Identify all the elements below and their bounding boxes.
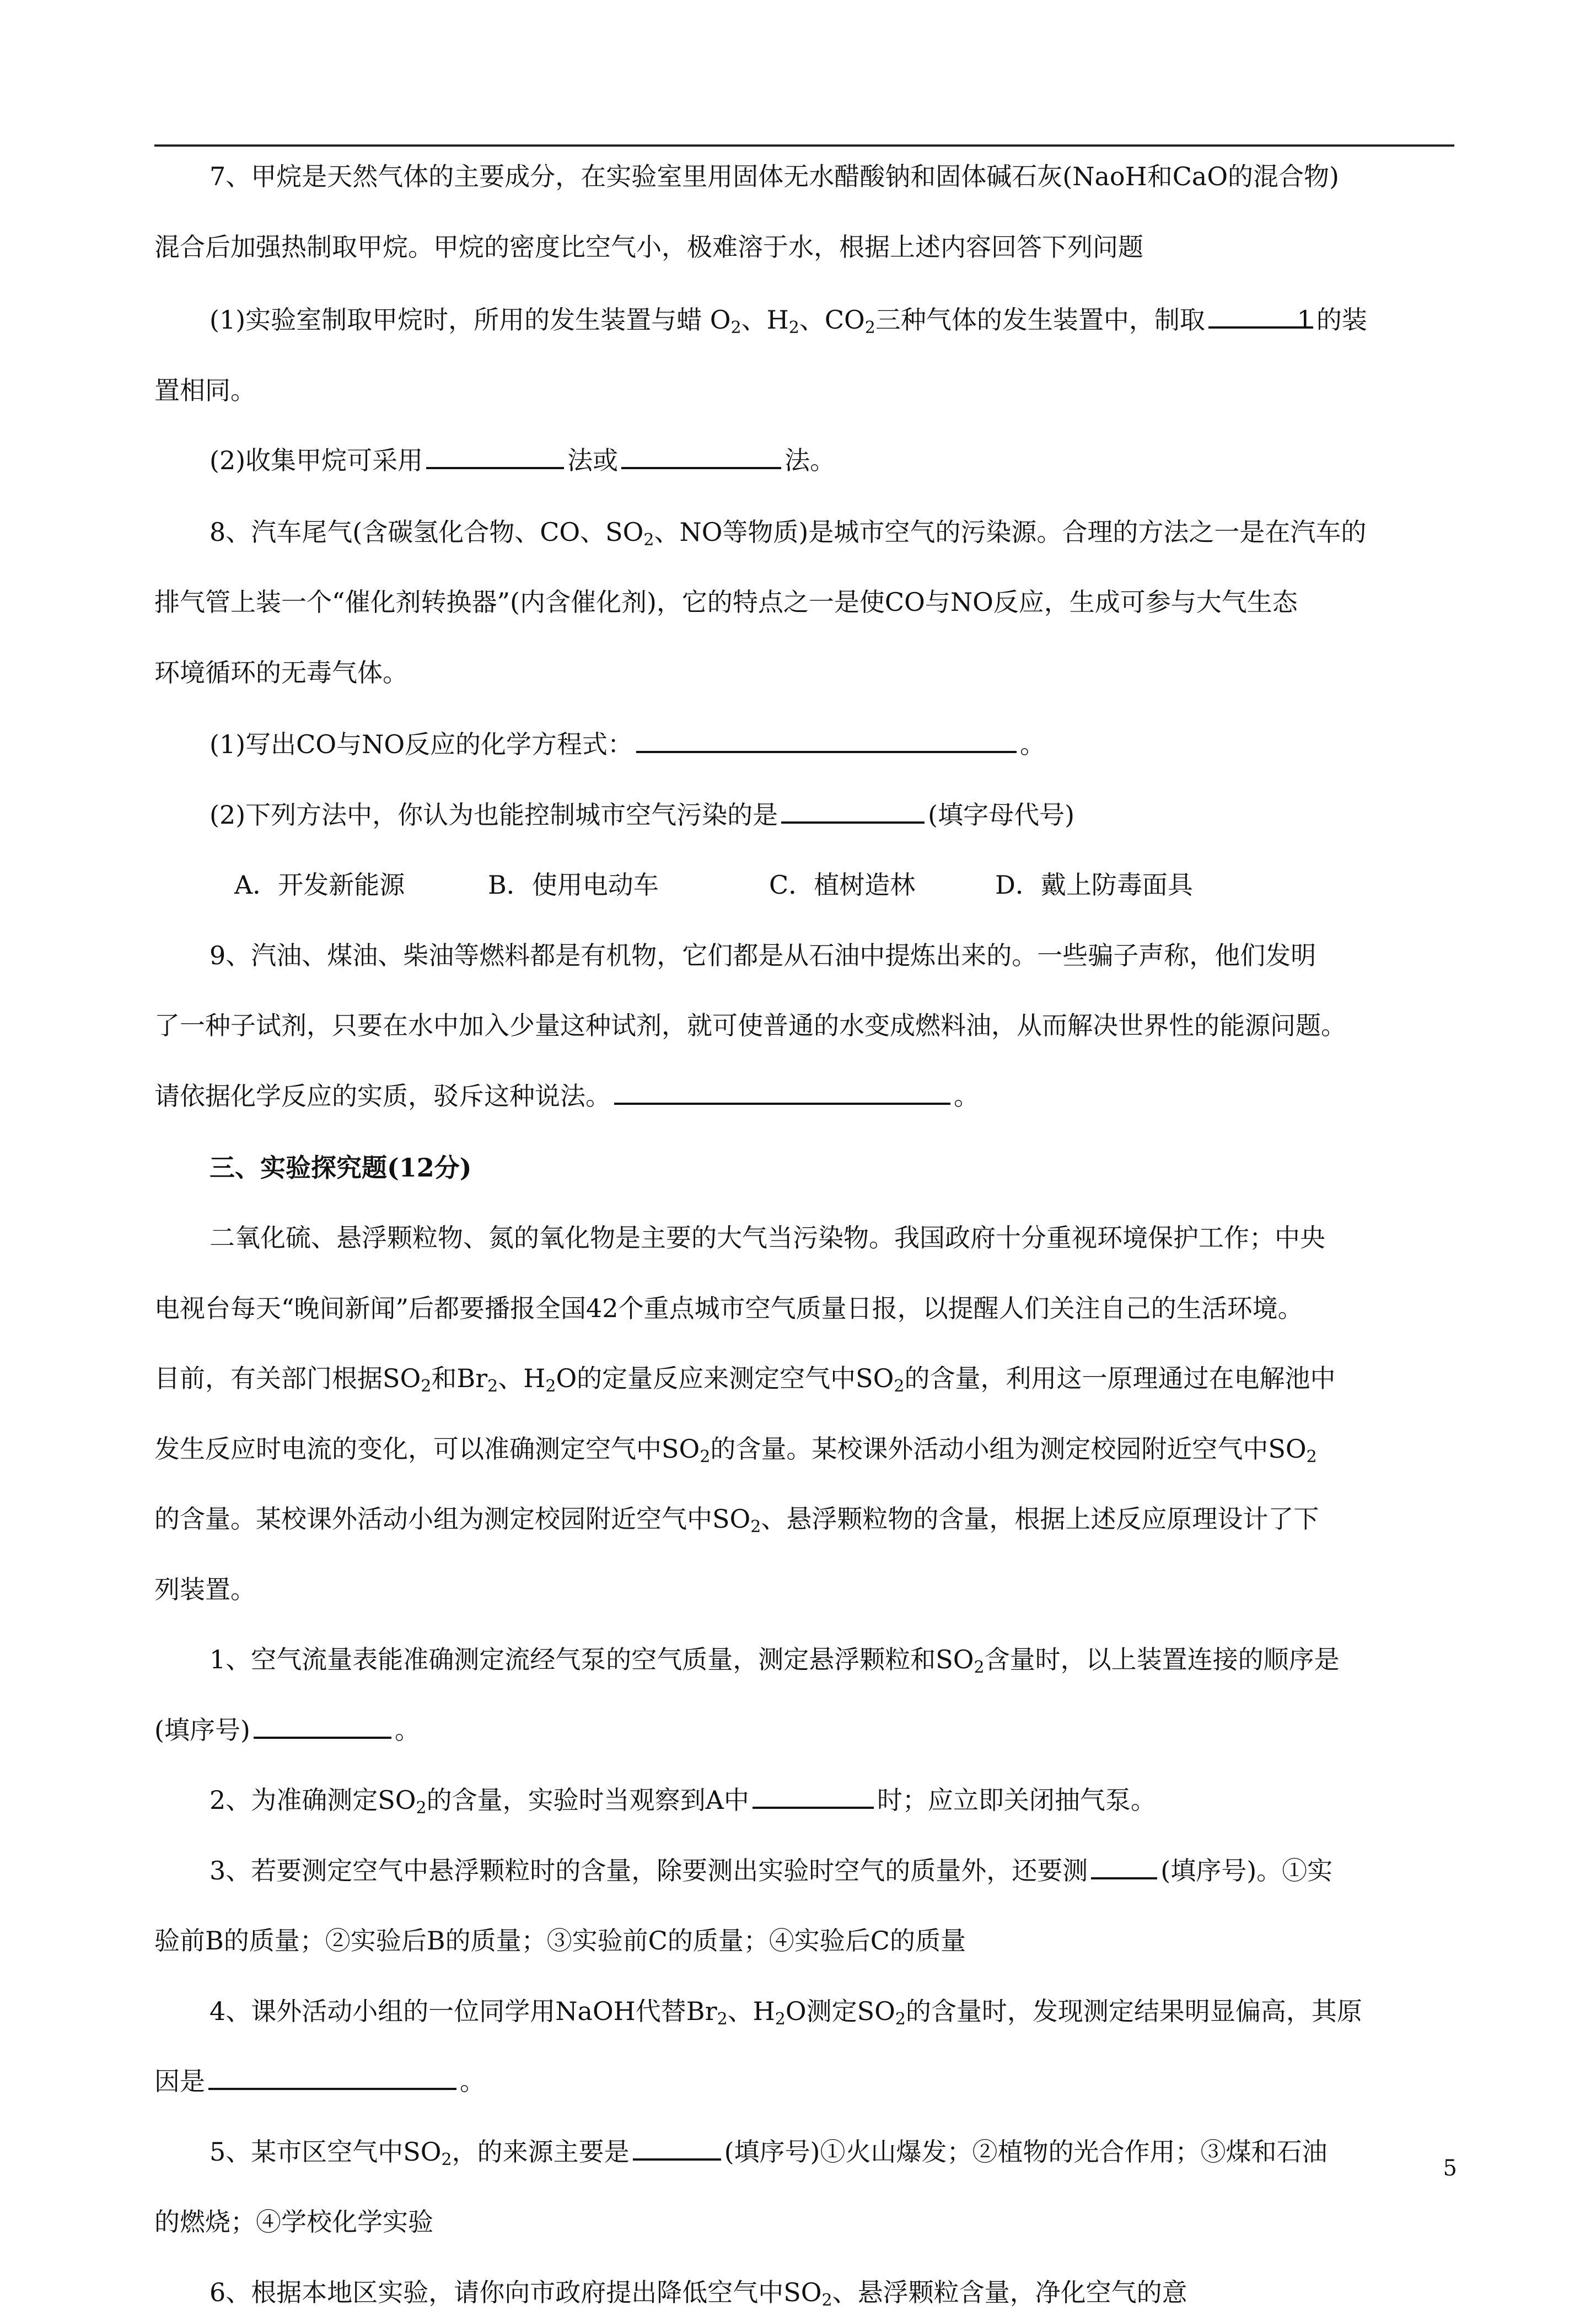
q9-line-3: 请依据化学反应的实质，驳斥这种说法。 。 [154, 1079, 979, 1113]
passage-line-3: 目前，有关部门根据$SO_2$和$Br_2$、$H_2O$的定量反应来测定空气中$SO_2$的含量，利用这一原理通过在电解池中 [154, 1363, 1336, 1396]
option-b: B．使用电动车 [488, 870, 659, 900]
item4-line-2: 因是 。 [154, 2065, 485, 2098]
item5-line-2: 的燃烧；④学校化学实验 [154, 2207, 433, 2237]
q7-line-2: 混合后加强热制取甲烷。甲烷的密度比空气小，极难溶于水，根据上述内容回答下列问题 [154, 232, 1143, 262]
header-rule [154, 144, 1454, 147]
q8-line-1: 8、汽车尾气(含碳氢化合物、CO、$SO_2$、NO等物质)是城市空气的污染源。合理的方法之一是在汽车的 [209, 517, 1367, 550]
q8-line-2: 排气管上装一个“催化剂转换器”(内含催化剂)，它的特点之一是使CO与NO反应，生成可参与大气生态 [154, 587, 1298, 617]
q8-sub1-line: (1)写出CO与NO反应的化学方程式： 。 [209, 728, 1045, 761]
option-d: D．戴上防毒面具 [995, 870, 1193, 900]
section-heading: 三、实验探究题(12分) [209, 1153, 472, 1183]
answer-blank[interactable] [621, 444, 781, 469]
item4-line-1: 4、课外活动小组的一位同学用NaOH代替$Br_2$、$H_2O$测定$SO_2$的含量时，发现测定结果明显偏高，其原 [209, 1996, 1362, 2029]
item1-line-1: 1、空气流量表能准确测定流经气泵的空气质量，测定悬浮颗粒和$SO_2$含量时，以上装置连接的顺序是 [209, 1645, 1340, 1677]
q7-sub1-line-1: (1)实验室制取甲烷时，所用的发生装置与蜡 $O_2$、$H_2$、$CO_2$三种气体的发生装置中，制取 1 的装 [209, 303, 1367, 336]
q8-line-3: 环境循环的无毒气体。 [154, 658, 408, 687]
answer-blank[interactable] [781, 798, 925, 824]
option-a: A．开发新能源 [234, 870, 405, 900]
answer-blank[interactable]: 1 [1208, 303, 1313, 329]
q9-line-1: 9、汽油、煤油、柴油等燃料都是有机物，它们都是从石油中提炼出来的。一些骗子声称，他们发明 [209, 941, 1316, 970]
answer-blank[interactable] [254, 1713, 391, 1739]
item5-line-1: 5、某市区空气中$SO_2$，的来源主要是 (填序号)①火山爆发；②植物的光合作用；③煤和石油 [209, 2135, 1328, 2168]
passage-line-6: 列装置。 [154, 1575, 256, 1604]
answer-blank[interactable] [633, 2135, 721, 2161]
answer-blank[interactable] [753, 1783, 874, 1809]
q7-sub2-line: (2)收集甲烷可采用 法或 法。 [209, 444, 835, 477]
q9-line-2: 了一种子试剂，只要在水中加入少量这种试剂，就可使普通的水变成燃料油，从而解决世界性的能源问题。 [154, 1011, 1346, 1040]
item3-line-2: 验前B的质量；②实验后B的质量；③实验前C的质量；④实验后C的质量 [154, 1926, 966, 1956]
answer-blank[interactable] [636, 728, 1017, 753]
passage-line-1: 二氧化硫、悬浮颗粒物、氮的氧化物是主要的大气当污染物。我国政府十分重视环境保护工作；中央 [209, 1223, 1325, 1253]
q7-sub1-line-2: 置相同。 [154, 375, 256, 405]
answer-blank[interactable] [208, 2065, 456, 2090]
item2-line: 2、为准确测定$SO_2$的含量，实验时当观察到A中 时；应立即关闭抽气泵。 [209, 1783, 1156, 1817]
page-number: 5 [1443, 2156, 1457, 2181]
passage-line-5: 的含量。某校课外活动小组为测定校园附近空气中$SO_2$、悬浮颗粒物的含量，根据上述反应原理设计了下 [154, 1504, 1319, 1537]
item6-line-1: 6、根据本地区实验，请你向市政府提出降低空气中$SO_2$、悬浮颗粒含量，净化空气的意 [209, 2277, 1187, 2310]
option-c: C．植树造林 [769, 870, 916, 900]
answer-blank[interactable] [1091, 1854, 1157, 1879]
item1-line-2: (填序号) 。 [154, 1713, 420, 1747]
answer-blank[interactable] [614, 1079, 950, 1105]
answer-blank[interactable] [426, 444, 564, 469]
passage-line-2: 电视台每天“晚间新闻”后都要播报全国42个重点城市空气质量日报，以提醒人们关注自己的生活环境。 [154, 1293, 1303, 1323]
passage-line-4: 发生反应时电流的变化，可以准确测定空气中$SO_2$的含量。某校课外活动小组为测定校园附近空气中$SO_2$ [154, 1434, 1317, 1466]
q8-sub2-line: (2)下列方法中，你认为也能控制城市空气污染的是 (填字母代号) [209, 798, 1074, 831]
item3-line-1: 3、若要测定空气中悬浮颗粒时的含量，除要测出实验时空气的质量外，还要测 (填序号)。①实 [209, 1854, 1332, 1887]
q7-line-1: 7、甲烷是天然气体的主要成分，在实验室里用固体无水醋酸钠和固体碱石灰(NaoH和CaO的混合物) [209, 162, 1339, 191]
q8-options [234, 868, 1193, 901]
